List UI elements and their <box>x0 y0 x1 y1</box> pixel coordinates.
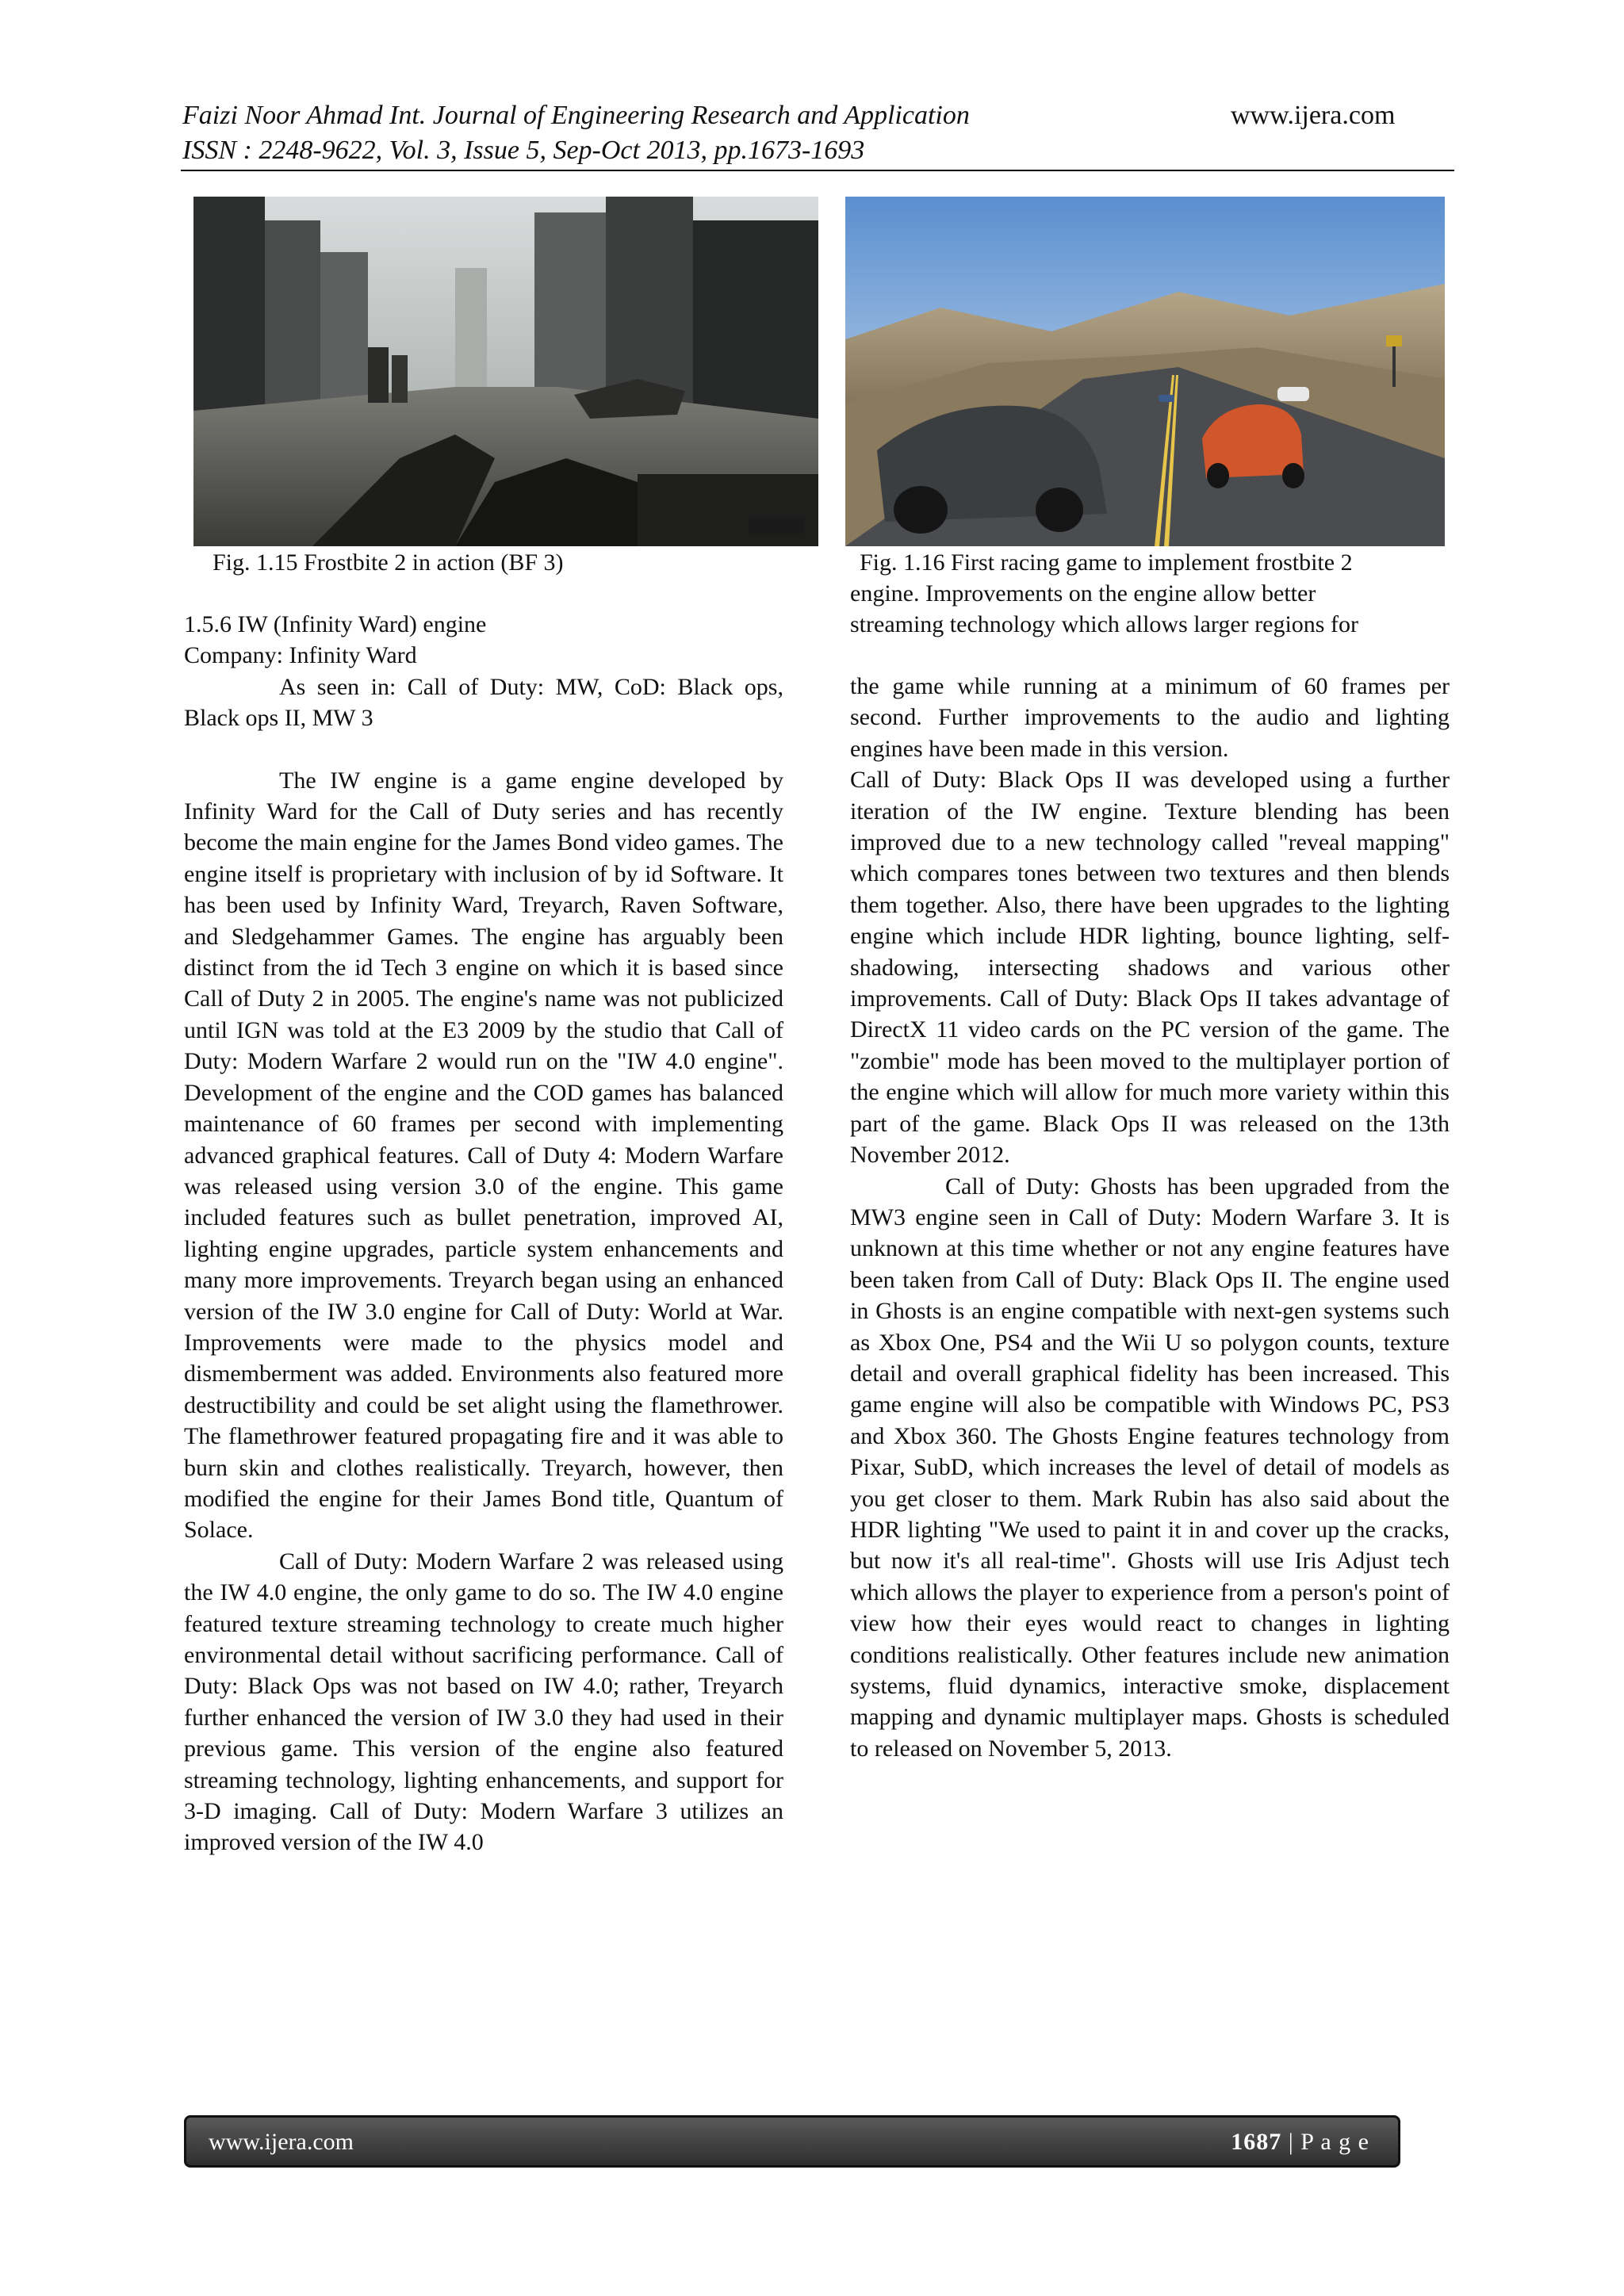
issn-line: ISSN : 2248-9622, Vol. 3, Issue 5, Sep-Oct 2013, pp.1673-1693 <box>182 136 865 165</box>
footer-url: www.ijera.com <box>209 2129 354 2155</box>
figure-caption-1-16 <box>850 547 1450 640</box>
left-column <box>184 609 783 1858</box>
page-footer <box>184 2115 1400 2168</box>
header-url: www.ijera.com <box>1231 101 1396 130</box>
caption-line: Fig. 1.16 First racing game to implement frostbite 2 <box>860 549 1353 576</box>
header-divider <box>181 170 1454 171</box>
page-number-value: 1687 <box>1231 2129 1282 2155</box>
body-paragraph: Call of Duty: Black Ops II was developed using a further iteration of the IW engine. Texture blending has been improved due to a new technology called "reveal mapping" which compares tones between two textures and then blends them together. Also, there have been upgrades to the lighting engine which include HDR lighting, bounce lighting, self-shadowing, intersecting shadows and various other improvements. Call of Duty: Black Ops II takes advantage of DirectX 11 video cards on the PC version of the game. The "zombie" mode has been moved to the multiplayer portion of the engine which will allow for much more variety within this part of the game. Black Ops II was released on the 13th November 2012. <box>850 767 1450 1169</box>
caption-line: streaming technology which allows larger regions for <box>850 611 1358 637</box>
body-paragraph: Call of Duty: Modern Warfare 2 was released using the IW 4.0 engine, the only game to do so. The IW 4.0 engine featured texture streaming technology to create much higher environmental detail without sacrificing performance. Call of Duty: Black Ops was not based on IW 4.0; rather, Treyarch further enhanced the version of IW 3.0 they had used in their previous game. This version of the engine also featured streaming technology, lighting enhancements, and support for 3-D imaging. Call of Duty: Modern Warfare 3 utilizes an improved version of the IW 4.0 <box>184 1548 783 1856</box>
body-paragraph: Call of Duty: Ghosts has been upgraded from the MW3 engine seen in Call of Duty: Modern Warfare 3. It is unknown at this time whether or not any engine features have been taken from Call of Duty: Black Ops II. The engine used in Ghosts is an engine compatible with next-gen systems such as Xbox One, PS4 and the Wii U so polygon counts, texture detail and overall graphical fidelity has been increased. This game engine will also be compatible with Windows PC, PS3 and Xbox 360. The Ghosts Engine features technology from Pixar, SubD, which increases the level of detail of models as you get closer to them. Mark Rubin has also said about the HDR lighting "We used to paint it in and cover up the cracks, but now it's all real-time". Ghosts will use Iris Adjust tech which allows the player to experience from a person's point of view how their eyes would react to changes in lighting conditions realistically. Other features include new animation systems, fluid dynamics, interactive smoke, displacement mapping and dynamic multiplayer maps. Ghosts is scheduled to released on November 5, 2013. <box>850 1173 1450 1762</box>
figure-battlefield-screenshot <box>193 197 818 546</box>
seen-in-line: As seen in: Call of Duty: MW, CoD: Black ops, Black ops II, MW 3 <box>184 673 783 732</box>
page-label: | P a g e <box>1281 2129 1369 2155</box>
journal-title: Faizi Noor Ahmad Int. Journal of Engineering Research and Application <box>182 101 970 130</box>
body-paragraph: the game while running at a minimum of 60 frames per second. Further improvements to the audio and lighting engines have been made in this version. <box>850 673 1450 762</box>
figure-racing-screenshot <box>845 197 1445 546</box>
page-number <box>1231 2129 1369 2156</box>
figure-caption-1-15: Fig. 1.15 Frostbite 2 in action (BF 3) <box>213 549 564 576</box>
section-heading: 1.5.6 IW (Infinity Ward) engine <box>184 611 487 637</box>
body-paragraph: The IW engine is a game engine developed by Infinity Ward for the Call of Duty series and has recently become the main engine for the James Bond video games. The engine itself is proprietary with inclusion of by id Software. It has been used by Infinity Ward, Treyarch, Raven Software, and Sledgehammer Games. The engine has arguably been distinct from the id Tech 3 engine on which it is based since Call of Duty 2 in 2005. The engine's name was not publicized until IGN was told at the E3 2009 by the studio that Call of Duty: Modern Warfare 2 would run on the "IW 4.0 engine". Development of the engine and the COD games has balanced maintenance of 60 frames per second with implementing advanced graphical features. Call of Duty 4: Modern Warfare was released using version 3.0 of the engine. This game included features such as bullet penetration, improved AI, lighting engine upgrades, particle system enhancements and many more improvements. Treyarch began using an enhanced version of the IW 3.0 engine for Call of Duty: World at War. Improvements were made to the physics model and dismemberment was added. Environments also featured more destructibility and could be set alight using the flamethrower. The flamethrower featured propagating fire and it was able to burn skin and clothes realistically. Treyarch, however, then modified the engine for their James Bond title, Quantum of Solace. <box>184 767 783 1544</box>
company-line: Company: Infinity Ward <box>184 642 417 669</box>
right-column <box>850 671 1450 1764</box>
caption-line: engine. Improvements on the engine allow better <box>850 580 1316 607</box>
